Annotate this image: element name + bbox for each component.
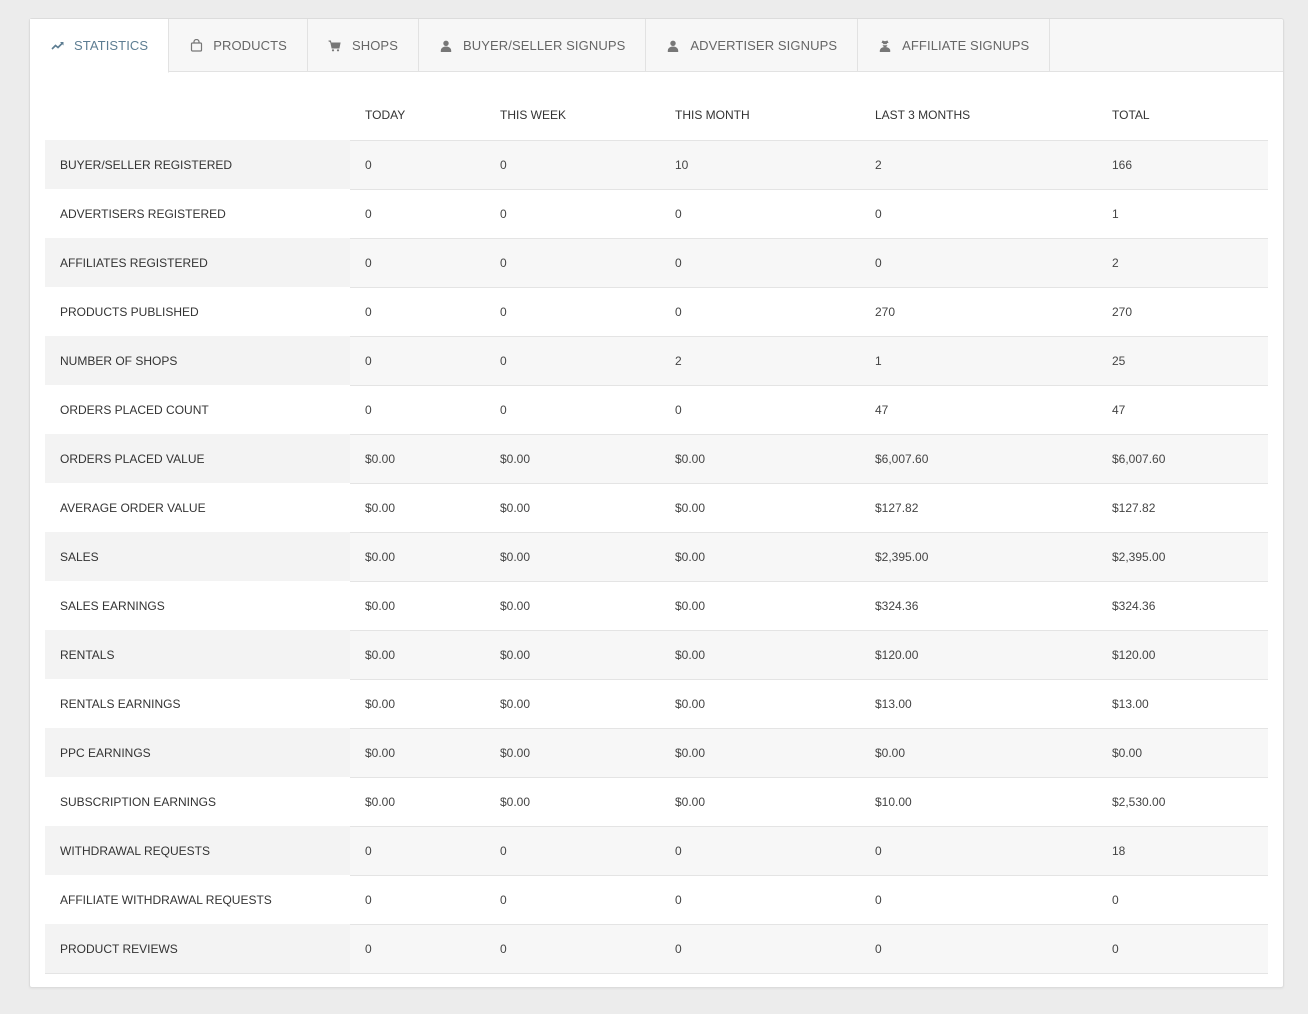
cell-this-month: $0.00 [660,728,860,777]
table-row [45,826,1268,875]
cell-total: 18 [1097,826,1268,875]
cell-last-3-months: $127.82 [860,483,1097,532]
row-label: PPC EARNINGS [45,728,350,777]
row-label: SALES EARNINGS [45,581,350,630]
cell-this-month: $0.00 [660,483,860,532]
row-label: AVERAGE ORDER VALUE [45,483,350,532]
cell-last-3-months: 0 [860,189,1097,238]
cell-last-3-months: 0 [860,238,1097,287]
cell-total: 0 [1097,875,1268,924]
cell-last-3-months: 0 [860,924,1097,973]
tab-advertiser-signups[interactable] [646,19,858,72]
table-row [45,630,1268,679]
cell-this-month: 0 [660,287,860,336]
cell-this-month: 0 [660,385,860,434]
tab-label: STATISTICS [74,38,149,53]
cell-this-month: $0.00 [660,532,860,581]
trend-up-icon [50,39,64,53]
table-row [45,924,1268,973]
table-row [45,581,1268,630]
row-label: NUMBER OF SHOPS [45,336,350,385]
tab-label: ADVERTISER SIGNUPS [690,38,838,53]
cell-total: $2,395.00 [1097,532,1268,581]
row-label: BUYER/SELLER REGISTERED [45,140,350,189]
cell-this-month: 0 [660,189,860,238]
cell-this-week: 0 [485,924,660,973]
cell-last-3-months: $6,007.60 [860,434,1097,483]
cell-today: $0.00 [350,679,485,728]
cell-today: 0 [350,189,485,238]
table-row [45,777,1268,826]
user-secret-icon [878,39,892,53]
row-label: PRODUCT REVIEWS [45,924,350,973]
cell-total: $0.00 [1097,728,1268,777]
cell-this-week: 0 [485,875,660,924]
cell-last-3-months: $2,395.00 [860,532,1097,581]
cell-this-week: $0.00 [485,777,660,826]
cell-total: $127.82 [1097,483,1268,532]
cell-total: $13.00 [1097,679,1268,728]
cell-today: 0 [350,238,485,287]
tab-label: SHOPS [351,38,398,53]
cell-today: $0.00 [350,728,485,777]
cell-today: 0 [350,287,485,336]
cell-this-week: $0.00 [485,581,660,630]
cell-this-month: $0.00 [660,777,860,826]
cell-this-week: 0 [485,287,660,336]
table-row [45,434,1268,483]
row-label: SUBSCRIPTION EARNINGS [45,777,350,826]
cell-total: 1 [1097,189,1268,238]
tab-products[interactable] [169,19,308,72]
cell-today: 0 [350,385,485,434]
cell-today: 0 [350,140,485,189]
cell-this-week: $0.00 [485,728,660,777]
cell-total: 270 [1097,287,1268,336]
cell-total: 166 [1097,140,1268,189]
column-header-today: TODAY [365,107,406,122]
cell-today: 0 [350,875,485,924]
column-header-last-3-months: LAST 3 MONTHS [875,107,971,122]
row-label: AFFILIATES REGISTERED [45,238,350,287]
column-header-this-month: THIS MONTH [675,107,750,122]
cell-last-3-months: $120.00 [860,630,1097,679]
tab-bar [30,19,1283,72]
table-header-row [45,90,1268,140]
cell-last-3-months: $324.36 [860,581,1097,630]
cell-this-week: 0 [485,336,660,385]
cell-this-week: $0.00 [485,532,660,581]
table-row [45,728,1268,777]
cell-today: 0 [350,336,485,385]
cell-today: $0.00 [350,434,485,483]
cell-total: 47 [1097,385,1268,434]
row-label: ADVERTISERS REGISTERED [45,189,350,238]
cell-last-3-months: 1 [860,336,1097,385]
cell-this-week: 0 [485,140,660,189]
cell-total: $6,007.60 [1097,434,1268,483]
cell-this-week: $0.00 [485,434,660,483]
cell-today: $0.00 [350,483,485,532]
cell-this-week: 0 [485,385,660,434]
user-icon [666,39,680,53]
tab-label: BUYER/SELLER SIGNUPS [462,38,626,53]
cell-this-month: $0.00 [660,581,860,630]
table-row [45,140,1268,189]
column-header-total: TOTAL [1112,107,1150,122]
cell-total: 0 [1097,924,1268,973]
table-row [45,189,1268,238]
cell-last-3-months: 0 [860,875,1097,924]
row-label: RENTALS EARNINGS [45,679,350,728]
cell-this-month: 2 [660,336,860,385]
cell-last-3-months: 270 [860,287,1097,336]
cell-today: $0.00 [350,777,485,826]
cell-this-month: 0 [660,826,860,875]
row-label: SALES [45,532,350,581]
cell-today: $0.00 [350,581,485,630]
cell-this-month: $0.00 [660,630,860,679]
user-icon [439,39,453,53]
cell-last-3-months: 0 [860,826,1097,875]
cell-this-month: $0.00 [660,434,860,483]
table-row [45,532,1268,581]
column-header-label [45,90,350,140]
cell-last-3-months: $13.00 [860,679,1097,728]
cell-today: 0 [350,924,485,973]
tab-label: PRODUCTS [213,38,287,53]
table-row [45,875,1268,924]
row-label: PRODUCTS PUBLISHED [45,287,350,336]
table-row [45,336,1268,385]
cell-last-3-months: 47 [860,385,1097,434]
cell-last-3-months: $0.00 [860,728,1097,777]
cell-total: 25 [1097,336,1268,385]
tab-buyer-seller-signups[interactable] [419,19,646,72]
shopping-bag-icon [189,39,203,53]
cell-this-week: 0 [485,238,660,287]
table-row [45,287,1268,336]
cell-this-week: $0.00 [485,483,660,532]
table-row [45,483,1268,532]
row-label: RENTALS [45,630,350,679]
table-row [45,238,1268,287]
cell-this-week: 0 [485,189,660,238]
column-header-this-week: THIS WEEK [500,107,567,122]
tab-affiliate-signups[interactable] [858,19,1050,72]
cell-this-week: $0.00 [485,630,660,679]
tab-shops[interactable] [308,19,419,72]
cell-total: $2,530.00 [1097,777,1268,826]
row-label: ORDERS PLACED COUNT [45,385,350,434]
cell-this-week: 0 [485,826,660,875]
tab-statistics[interactable] [30,19,169,73]
cell-today: $0.00 [350,532,485,581]
cell-this-month: 0 [660,238,860,287]
row-label: AFFILIATE WITHDRAWAL REQUESTS [45,875,350,924]
cell-today: $0.00 [350,630,485,679]
table-row [45,385,1268,434]
cell-this-month: 10 [660,140,860,189]
cell-today: 0 [350,826,485,875]
cell-this-week: $0.00 [485,679,660,728]
shopping-cart-icon [328,39,342,53]
cell-last-3-months: 2 [860,140,1097,189]
cell-total: $324.36 [1097,581,1268,630]
cell-total: 2 [1097,238,1268,287]
row-label: WITHDRAWAL REQUESTS [45,826,350,875]
cell-this-month: 0 [660,924,860,973]
table-row [45,679,1268,728]
statistics-table [45,90,1268,974]
cell-total: $120.00 [1097,630,1268,679]
row-label: ORDERS PLACED VALUE [45,434,350,483]
cell-this-month: 0 [660,875,860,924]
statistics-panel [29,18,1284,988]
tab-label: AFFILIATE SIGNUPS [902,38,1030,53]
cell-this-month: $0.00 [660,679,860,728]
cell-last-3-months: $10.00 [860,777,1097,826]
